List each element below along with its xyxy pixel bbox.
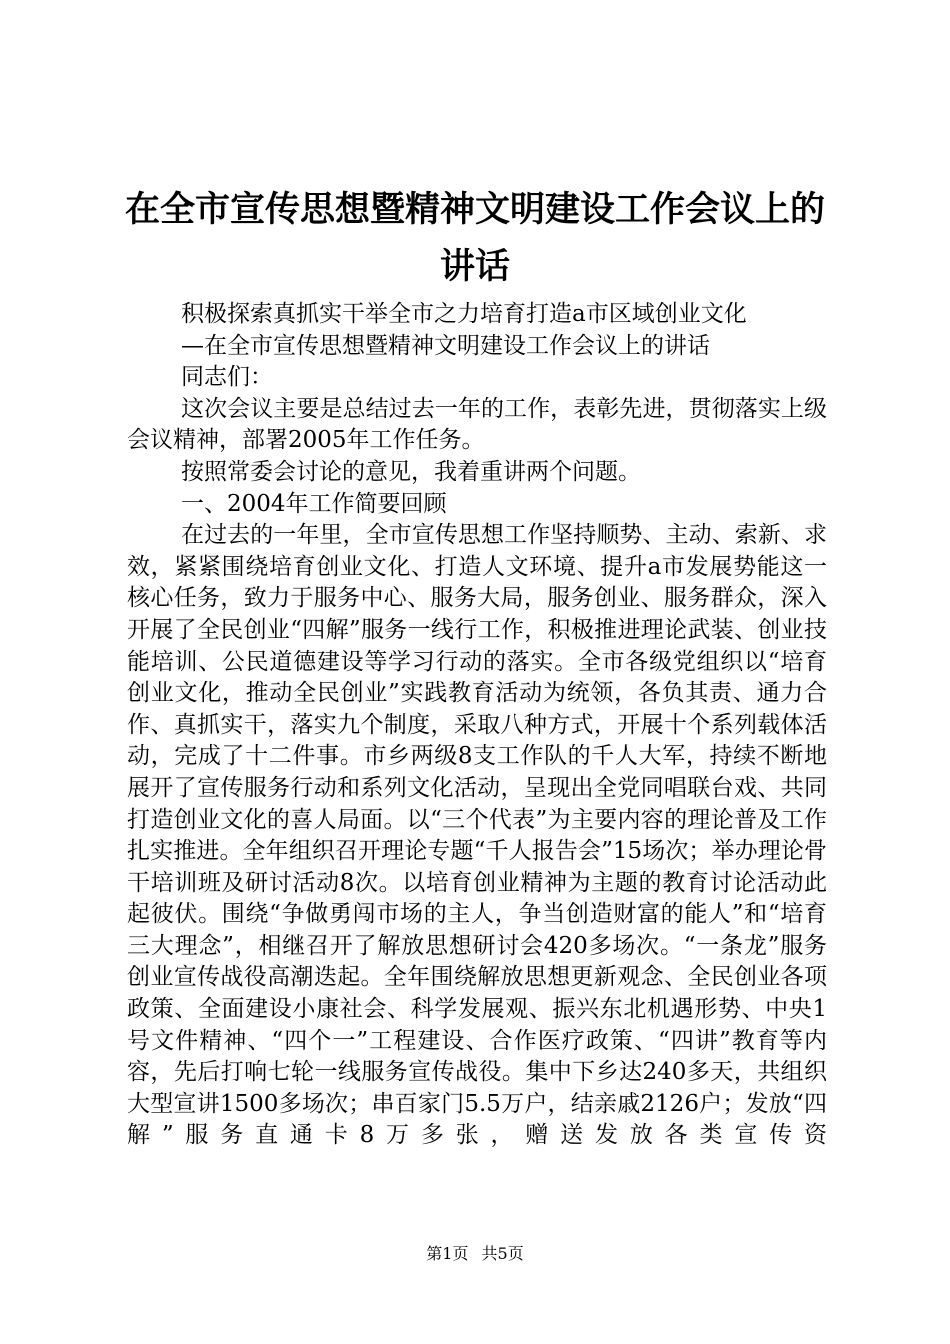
subtitle-line-2: —在全市宣传思想暨精神文明建设工作会议上的讲话 [181,332,710,359]
document-title-line-1: 在全市宣传思想暨精神文明建设工作会议上的 [124,190,825,230]
paragraph: 按照常委会讨论的意见，我着重讲两个问题。 [181,458,641,485]
paragraph: 这次会议主要是总结过去一年的工作，表彰先进，贯彻落实上级会议精神，部署2005年工作任务。 [127,395,827,454]
page-total: 共5页 [481,1244,524,1263]
document-title-line-2: 讲话 [439,247,510,287]
paragraph: 在过去的一年里，全市宣传思想工作坚持顺势、主动、索新、求效，紧紧围绕培育创业文化、打造人文环境、提升a市发展势能这一核心任务，致力于服务中心、服务大局，服务创业、服务群众，深入开展了全民创业“四解”服务一线行工作，积极推进理论武装、创业技能培训、公民道德建设等学习行动的落实。全市各级党组织以“培育创业文化，推动全民创业”实践教育活动为统领，各负其责、通力合作、真抓实干，落实九个制度，采取八种方式，开展十个系列载体活动，完成了十二件事。市乡两级8支工作队的千人大军，持续不断地展开了宣传服务行动和系列文化活动，呈现出全党同唱联台戏、共同打造创业文化的喜人局面。以“三个代表”为主要内容的理论普及工作扎实推进。全年组织召开理论专题“千人报告会”15场次；举办理论骨干培训班及研讨活动8次。以培育创业精神为主题的教育讨论活动此起彼伏。围绕“争做勇闯市场的主人，争当创造财富的能人”和“培育三大理念”，相继召开了解放思想研讨会420多场次。“一条龙”服务创业宣传战役高潮迭起。全年围绕解放思想更新观念、全民创业各项政策、全面建设小康社会、科学发展观、振兴东北机遇形势、中央1号文件精神、“四个一”工程建设、合作医疗政策、“四讲”教育等内容，先后打响七轮一线服务宣传战役。集中下乡达240多天，共组织大型宣讲1500多场次；串百家门5.5万户，结亲戚2126户；发放“四解”服务直通卡8万多张，赠送发放各类宣传资 [127,522,827,1149]
salutation: 同志们： [181,364,273,391]
page-number: 第1页 [426,1244,469,1263]
section-heading: 一、2004年工作简要回顾 [181,490,447,517]
subtitle-line-1: 积极探索真抓实干举全市之力培育打造a市区域创业文化 [181,301,747,327]
document-body [127,299,827,1152]
page-footer [0,1244,950,1264]
